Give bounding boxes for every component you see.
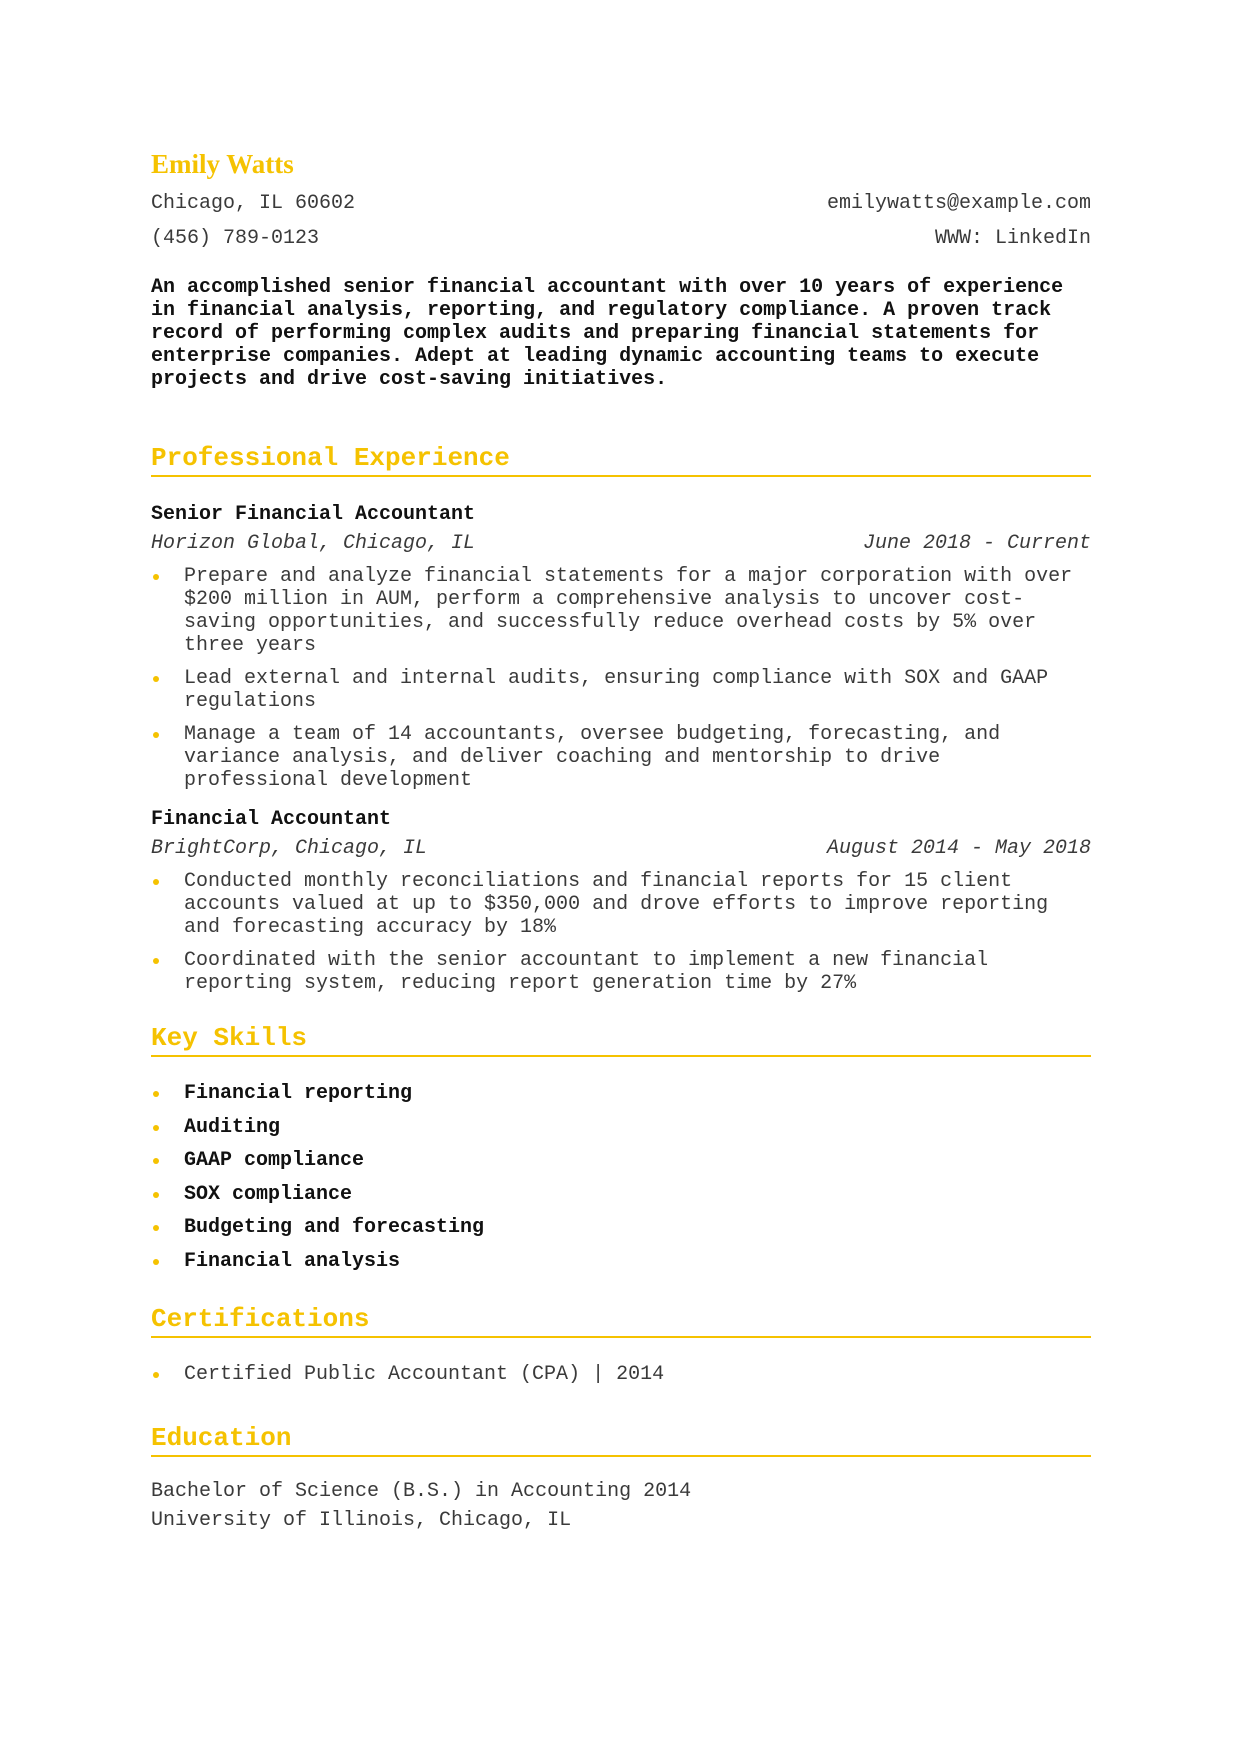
- bullet-dot-icon: [153, 1225, 159, 1231]
- bullet-text: Prepare and analyze financial statements for a major corporation with over $200 million in AUM, perform a comprehensive analysis to uncover cost-saving opportunities, and successfully reduce overhead costs by 5% over three years: [184, 565, 1073, 657]
- bullet-dot-icon: [153, 1192, 159, 1198]
- certifications-list: [151, 1358, 1091, 1391]
- contact-row-2: [151, 221, 1091, 256]
- skill-text: Auditing: [184, 1115, 281, 1139]
- skill-text: SOX compliance: [184, 1182, 353, 1206]
- linkedin-link[interactable]: WWW: LinkedIn: [934, 227, 1091, 250]
- education-degree: Bachelor of Science (B.S.) in Accounting 2014: [151, 1480, 692, 1503]
- job-meta: [151, 834, 1091, 864]
- bullet-dot-icon: [153, 1259, 159, 1265]
- location: Chicago, IL 60602: [151, 192, 356, 215]
- bullet-dot-icon: [153, 879, 159, 885]
- bullet-dot-icon: [153, 732, 159, 738]
- list-item: [151, 723, 1089, 792]
- education-school: University of Illinois, Chicago, IL: [151, 1509, 572, 1532]
- bullet-dot-icon: [153, 1158, 159, 1164]
- list-item: [151, 1245, 1091, 1279]
- list-item: [151, 565, 1089, 657]
- job-bullets: [151, 870, 1091, 995]
- bullet-dot-icon: [153, 1372, 159, 1378]
- skill-text: Budgeting and forecasting: [184, 1216, 485, 1239]
- list-item: [151, 870, 1089, 939]
- skill-text: Financial reporting: [184, 1082, 413, 1105]
- bullet-dot-icon: [153, 1125, 159, 1131]
- section-title-certifications: Certifications: [151, 1302, 1091, 1338]
- section-title-experience: Professional Experience: [151, 441, 1091, 477]
- bullet-dot-icon: [153, 958, 159, 964]
- resume-page: [151, 146, 1091, 1535]
- list-item: [151, 1144, 1091, 1178]
- job-title: Senior Financial Accountant: [151, 503, 476, 526]
- contact-info: [151, 186, 1091, 256]
- bullet-dot-icon: [153, 1091, 159, 1097]
- job-entry: [151, 806, 1091, 995]
- section-title-education: Education: [151, 1421, 1091, 1457]
- list-item: [151, 667, 1089, 713]
- contact-row-1: [151, 186, 1091, 221]
- job-meta: [151, 529, 1091, 559]
- section-title-skills: Key Skills: [151, 1021, 1091, 1057]
- list-item: [151, 1111, 1091, 1145]
- job-title: Financial Accountant: [151, 808, 392, 831]
- candidate-name: Emily Watts: [151, 149, 294, 179]
- job-company: BrightCorp, Chicago, IL: [151, 837, 428, 860]
- list-item: [151, 1211, 1091, 1245]
- job-dates: June 2018 - Current: [862, 532, 1091, 555]
- education-entry: [151, 1477, 1091, 1535]
- skill-text: Financial analysis: [184, 1249, 401, 1273]
- job-bullets: [151, 565, 1091, 792]
- bullet-dot-icon: [153, 676, 159, 682]
- email-link[interactable]: emilywatts@example.com: [826, 192, 1091, 215]
- professional-summary: An accomplished senior financial accountant with over 10 years of experience in financial analysis, reporting, and regulatory compliance. A proven track record of performing complex audits and preparing financial statements for enterprise companies. Adept at leading dynamic accounting teams to execute projects and drive cost-saving initiatives.: [151, 276, 1064, 391]
- bullet-dot-icon: [153, 574, 159, 580]
- bullet-text: Coordinated with the senior accountant to implement a new financial reporting system, reducing report generation time by 27%: [184, 949, 989, 995]
- bullet-text: Lead external and internal audits, ensuring compliance with SOX and GAAP regulations: [184, 667, 1049, 713]
- bullet-text: Manage a team of 14 accountants, oversee budgeting, forecasting, and variance analysis, and deliver coaching and mentorship to drive professional development: [184, 723, 1001, 792]
- bullet-text: Conducted monthly reconciliations and financial reports for 15 client accounts valued at up to $350,000 and drove efforts to improve reporting and forecasting accuracy by 18%: [184, 870, 1049, 939]
- skills-list: [151, 1077, 1091, 1278]
- job-dates: August 2014 - May 2018: [826, 837, 1091, 860]
- phone: (456) 789-0123: [151, 227, 320, 250]
- job-entry: [151, 501, 1091, 792]
- list-item: [151, 1077, 1091, 1111]
- certification-text: Certified Public Accountant (CPA) | 2014: [184, 1363, 665, 1386]
- list-item: [151, 949, 1089, 995]
- job-company: Horizon Global, Chicago, IL: [151, 532, 476, 555]
- list-item: [151, 1178, 1091, 1212]
- list-item: [151, 1358, 1091, 1391]
- skill-text: GAAP compliance: [184, 1149, 365, 1172]
